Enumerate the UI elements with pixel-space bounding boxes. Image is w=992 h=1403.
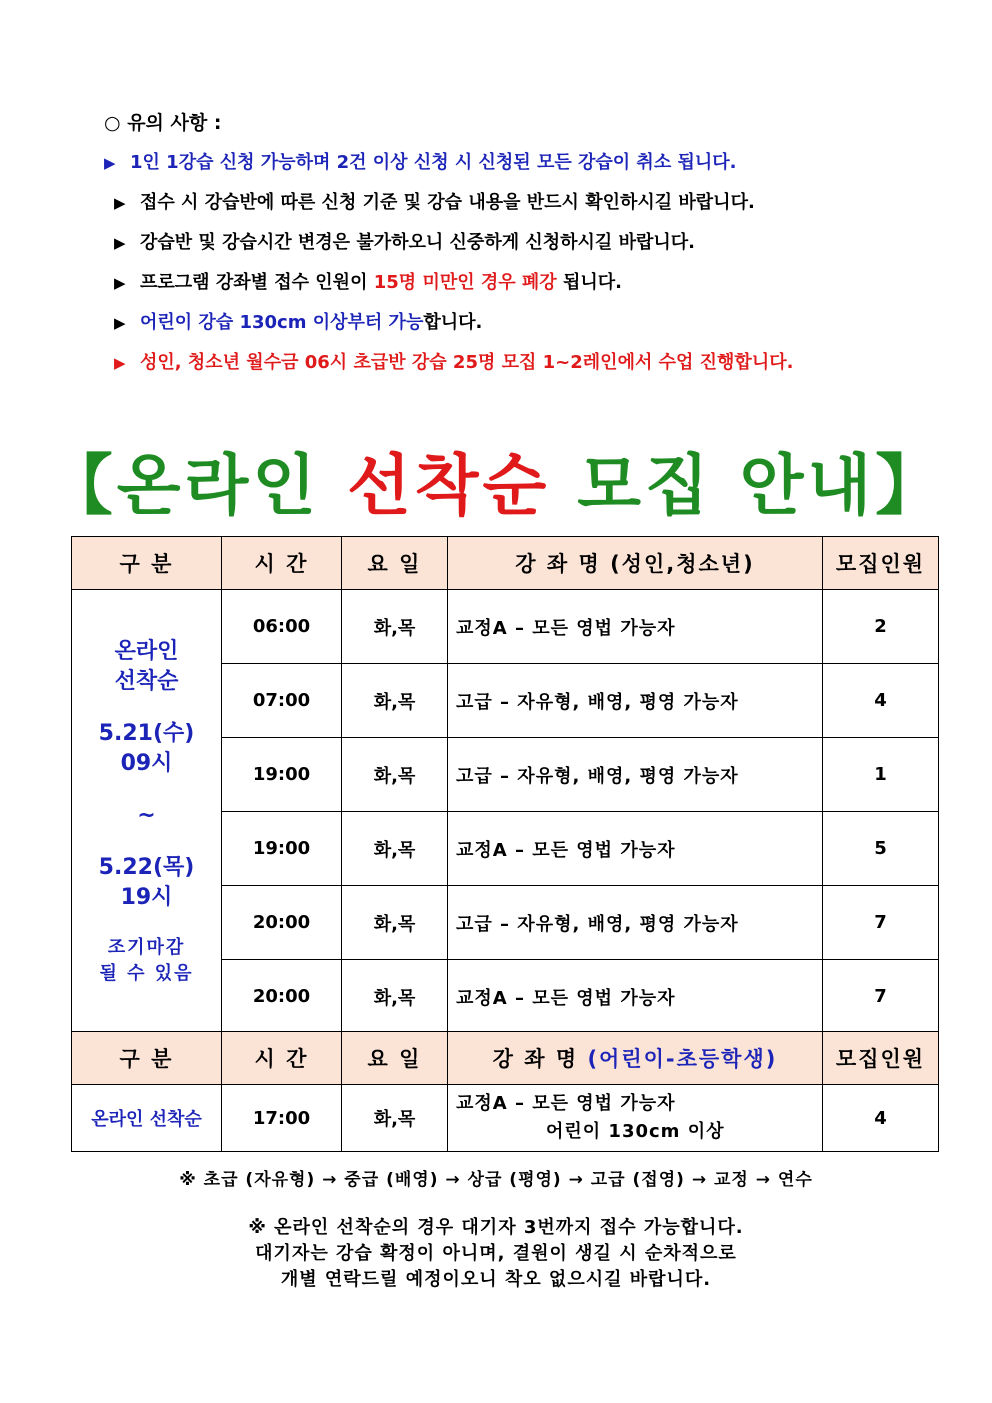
end-date: 5.22(목) xyxy=(98,854,195,880)
notice-text: 강습반 및 강습시간 변경은 불가하오니 신중하게 신청하시길 바랍니다. xyxy=(140,232,695,253)
cell-count: 4 xyxy=(823,664,939,738)
course-line: 교정A – 모든 영법 가능자 xyxy=(456,1093,676,1114)
cell-count: 5 xyxy=(823,812,939,886)
cell-time: 07:00 xyxy=(222,664,342,738)
cell-course: 교정A – 모든 영법 가능자 xyxy=(448,590,823,664)
notice-item xyxy=(114,188,964,228)
child-class-table xyxy=(71,1031,939,1152)
notice-text: 됩니다. xyxy=(556,272,622,293)
cell-days: 화,목 xyxy=(342,886,448,960)
notice-text: 성인, 청소년 월수금 06시 초급반 강습 25명 모집 1~2레인에서 수업 진행합니다. xyxy=(140,352,794,373)
cell-time: 19:00 xyxy=(222,738,342,812)
table-header-row xyxy=(72,537,939,590)
header-course-target: (어린이-초등학생) xyxy=(587,1047,778,1071)
course-line: 어린이 130cm 이상 xyxy=(546,1121,725,1142)
cell-course: 교정A – 모든 영법 가능자 xyxy=(448,960,823,1034)
header-count: 모집인원 xyxy=(823,1032,939,1085)
level-progression: ※ 초급 (자유형) → 중급 (배영) → 상급 (평영) → 고급 (접영) → 교정 → 연수 xyxy=(179,1170,813,1190)
arrow-icon: ▶ xyxy=(114,314,126,332)
cell-count: 7 xyxy=(823,886,939,960)
notice-highlight: 15명 미만인 경우 폐강 xyxy=(373,272,557,293)
period-label: 온라인 xyxy=(114,638,179,664)
header-count: 모집인원 xyxy=(823,537,939,590)
cell-time: 20:00 xyxy=(222,960,342,1034)
title-part: 【온라인 xyxy=(46,447,347,524)
waitlist-line: 대기자는 강습 확정이 아니며, 결원이 생길 시 순차적으로 xyxy=(255,1243,737,1264)
header-course-label: 강 좌 명 xyxy=(492,1047,588,1071)
notice-text: 1인 1강습 신청 가능하며 2건 이상 신청 시 신청된 모든 강습이 취소 됩니다. xyxy=(130,152,737,173)
notice-item xyxy=(114,348,964,388)
arrow-icon: ▶ xyxy=(114,194,126,212)
notice-item xyxy=(114,268,964,308)
header-days: 요 일 xyxy=(342,1032,448,1085)
cell-course xyxy=(448,1085,823,1152)
period-label: 선착순 xyxy=(114,668,179,694)
notice-item xyxy=(104,148,964,188)
cell-course: 교정A – 모든 영법 가능자 xyxy=(448,812,823,886)
cell-days: 화,목 xyxy=(342,812,448,886)
registration-period xyxy=(72,590,222,1034)
cell-time: 20:00 xyxy=(222,886,342,960)
notice-item xyxy=(114,228,964,268)
arrow-icon: ▶ xyxy=(114,354,126,372)
arrow-icon: ▶ xyxy=(114,274,126,292)
cell-course: 고급 – 자유형, 배영, 평영 가능자 xyxy=(448,664,823,738)
table-header-row xyxy=(72,1032,939,1085)
cell-time: 19:00 xyxy=(222,812,342,886)
early-close-note: 조기마감 xyxy=(107,936,186,958)
notice-section xyxy=(104,108,964,388)
adult-class-table xyxy=(71,536,939,1034)
cell-days: 화,목 xyxy=(342,738,448,812)
table-row xyxy=(72,1085,939,1152)
waitlist-line: ※ 온라인 선착순의 경우 대기자 3번까지 접수 가능합니다. xyxy=(248,1217,744,1238)
cell-count: 1 xyxy=(823,738,939,812)
cell-category: 온라인 선착순 xyxy=(72,1085,222,1152)
header-course xyxy=(448,1032,823,1085)
header-category: 구 분 xyxy=(72,537,222,590)
notice-text: 합니다. xyxy=(423,312,483,333)
cell-course: 고급 – 자유형, 배영, 평영 가능자 xyxy=(448,886,823,960)
waitlist-notice xyxy=(0,1215,992,1293)
early-close-note: 될 수 있음 xyxy=(99,962,194,984)
title-highlight: 선착순 xyxy=(346,447,551,524)
waitlist-line: 개별 연락드릴 예정이오니 착오 없으시길 바랍니다. xyxy=(280,1269,712,1290)
end-time: 19시 xyxy=(120,884,173,910)
start-date: 5.21(수) xyxy=(98,720,195,746)
notice-text: 접수 시 강습반에 따른 신청 기준 및 강습 내용을 반드시 확인하시길 바랍니다. xyxy=(140,192,755,213)
cell-days: 화,목 xyxy=(342,664,448,738)
cell-count: 4 xyxy=(823,1085,939,1152)
notice-title: ○ 유의 사항 : xyxy=(104,112,222,134)
notice-text: 프로그램 강좌별 접수 인원이 xyxy=(140,272,374,293)
header-days: 요 일 xyxy=(342,537,448,590)
start-time: 09시 xyxy=(120,750,173,776)
arrow-icon: ▶ xyxy=(114,234,126,252)
header-course: 강 좌 명 (성인,청소년) xyxy=(448,537,823,590)
header-time: 시 간 xyxy=(222,537,342,590)
table-row xyxy=(72,590,939,664)
cell-count: 7 xyxy=(823,960,939,1034)
range-separator: ~ xyxy=(137,802,156,828)
cell-days: 화,목 xyxy=(342,1085,448,1152)
cell-days: 화,목 xyxy=(342,590,448,664)
cell-days: 화,목 xyxy=(342,960,448,1034)
notice-item xyxy=(114,308,964,348)
page-title xyxy=(0,432,992,527)
cell-time: 17:00 xyxy=(222,1085,342,1152)
notice-highlight: 어린이 강습 130cm 이상부터 가능 xyxy=(140,312,424,333)
header-time: 시 간 xyxy=(222,1032,342,1085)
cell-count: 2 xyxy=(823,590,939,664)
cell-time: 06:00 xyxy=(222,590,342,664)
title-part: 모집 안내】 xyxy=(550,447,946,524)
cell-course: 고급 – 자유형, 배영, 평영 가능자 xyxy=(448,738,823,812)
header-category: 구 분 xyxy=(72,1032,222,1085)
arrow-icon: ▶ xyxy=(104,154,116,172)
